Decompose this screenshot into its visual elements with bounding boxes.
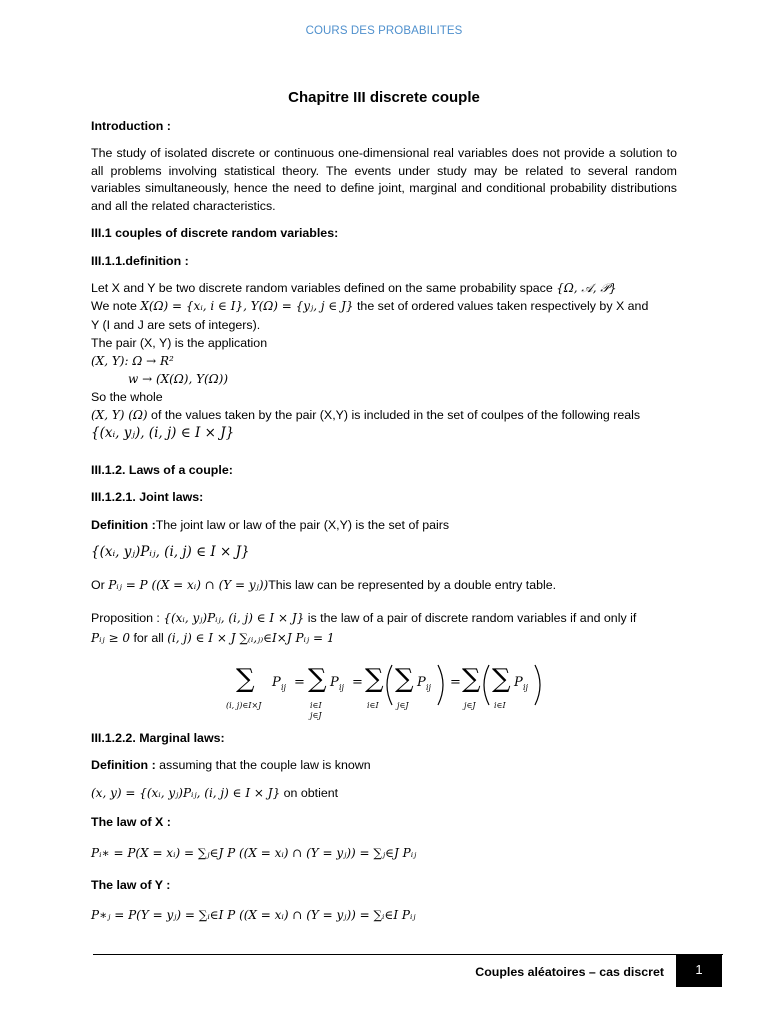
p-symbol: P bbox=[514, 675, 523, 690]
couple-law-math: (x, y) = {(xᵢ, yⱼ)Pᵢⱼ, (i, j) ∈ I × J} bbox=[91, 786, 281, 800]
definition-line-2 bbox=[91, 298, 691, 316]
left-paren bbox=[484, 665, 489, 705]
sum-subscript: (i, j)∈I×J bbox=[226, 701, 262, 710]
p-subscript: ij bbox=[523, 683, 529, 692]
joint-probability-line bbox=[91, 577, 677, 595]
marginal-couple-line bbox=[91, 785, 677, 803]
definition-label: Definition : bbox=[91, 518, 156, 532]
sum-subscript: i∈I bbox=[494, 701, 506, 710]
definition-text: assuming that the couple law is known bbox=[159, 758, 371, 772]
definition-line-4: The pair (X, Y) is the application bbox=[91, 336, 268, 350]
double-entry-text: This law can be represented by a double entry table. bbox=[268, 578, 557, 592]
footer-title: Couples aléatoires – cas discret bbox=[475, 965, 664, 979]
section-heading-iii-1-2-2: III.1.2.2. Marginal laws: bbox=[91, 731, 225, 745]
sum-subscript: j∈J bbox=[310, 711, 322, 720]
left-paren bbox=[387, 665, 392, 705]
section-heading-iii-1-2-1: III.1.2.1. Joint laws: bbox=[91, 490, 204, 504]
section-heading-iii-1: III.1 couples of discrete random variables: bbox=[91, 226, 339, 240]
sum-subscript: i∈I bbox=[367, 701, 379, 710]
sum-symbol: ∑ bbox=[492, 664, 511, 694]
joint-probability-math: Pᵢⱼ = P ((X = xᵢ) ∩ (Y = yⱼ)) bbox=[108, 578, 269, 592]
definition-text: We note bbox=[91, 299, 137, 313]
running-header: COURS DES PROBABILITES bbox=[305, 25, 463, 37]
section-heading-iii-1-1: III.1.1.definition : bbox=[91, 254, 189, 268]
chapter-title: Chapitre III discrete couple bbox=[288, 89, 480, 106]
definition-text: The joint law or law of the pair (X,Y) is the set of pairs bbox=[155, 518, 450, 532]
definition-text: of the values taken by the pair (X,Y) is included in the set of coulpes of the following reals bbox=[151, 408, 641, 422]
application-math: (X, Y): Ω → R² bbox=[91, 354, 174, 368]
definition-line-3: Y (I and J are sets of integers). bbox=[91, 318, 261, 332]
total-sum-math: (i, j) ∈ I × J ∑₍ᵢ,ⱼ₎∈I×J Pᵢⱼ = 1 bbox=[167, 631, 335, 645]
p-subscript: ij bbox=[426, 683, 432, 692]
value-sets-math: X(Ω) = {xᵢ, i ∈ I}, Y(Ω) = {yⱼ, j ∈ J} bbox=[140, 299, 354, 313]
p-symbol: P bbox=[330, 675, 339, 690]
definition-line-8 bbox=[91, 407, 691, 425]
mapping-math: w → (X(Ω), Y(Ω)) bbox=[128, 372, 229, 386]
definition-line-1 bbox=[91, 280, 677, 298]
law-of-x-heading: The law of X : bbox=[91, 815, 171, 829]
p-symbol: P bbox=[272, 675, 281, 690]
sum-symbol: ∑ bbox=[308, 664, 327, 694]
section-heading-iii-1-2: III.1.2. Laws of a couple: bbox=[91, 463, 233, 477]
sum-symbol: ∑ bbox=[365, 664, 384, 694]
proposition-text: is the law of a pair of discrete random variables if and only if bbox=[307, 611, 637, 625]
proposition-text: for all bbox=[133, 631, 164, 645]
definition-label: Definition : bbox=[91, 758, 156, 772]
probability-space-math: {Ω, 𝒜, 𝒫} bbox=[556, 281, 617, 295]
equals-sign: = bbox=[294, 675, 305, 690]
sum-equality-equation bbox=[226, 659, 556, 721]
law-of-x-math: Pᵢ∗ = P(X = xᵢ) = ∑ⱼ∈J P ((X = xᵢ) ∩ (Y = yⱼ)) = ∑ⱼ∈J Pᵢⱼ bbox=[91, 846, 417, 860]
proposition-line-1 bbox=[91, 610, 681, 628]
sum-symbol: ∑ bbox=[462, 664, 481, 694]
law-of-y-math: P∗ⱼ = P(Y = yⱼ) = ∑ᵢ∈I P ((X = xᵢ) ∩ (Y = yⱼ)) = ∑ᵢ∈I Pᵢⱼ bbox=[91, 908, 416, 922]
proposition-label: Proposition : bbox=[91, 611, 160, 625]
sum-symbol: ∑ bbox=[236, 664, 255, 694]
sum-subscript: j∈J bbox=[464, 701, 476, 710]
right-paren bbox=[438, 665, 443, 705]
law-of-y-heading: The law of Y : bbox=[91, 878, 171, 892]
joint-definition bbox=[91, 517, 677, 535]
marginal-definition bbox=[91, 757, 677, 775]
pairs-set-math: {(xᵢ, yⱼ), (i, j) ∈ I × J} bbox=[91, 425, 235, 441]
pair-image-math: (X, Y) (Ω) bbox=[91, 408, 148, 422]
sum-subscript: i∈I bbox=[310, 701, 322, 710]
on-obtient-text: on obtient bbox=[283, 786, 339, 800]
page-number: 1 bbox=[676, 955, 722, 987]
intro-paragraph: The study of isolated discrete or continuous one-dimensional real variables does not provide a solution to all problems involving statistical theory. The events under study may be related to several random variables simultaneously, hence the need to define joint, marginal and conditional probability distributions and all the related characteristics. bbox=[91, 146, 677, 213]
sum-symbol: ∑ bbox=[395, 664, 414, 694]
right-paren bbox=[535, 665, 540, 705]
definition-text: the set of ordered values taken respectively by X and bbox=[356, 299, 649, 313]
p-subscript: ij bbox=[339, 683, 345, 692]
sum-subscript: j∈J bbox=[397, 701, 409, 710]
equals-sign: = bbox=[352, 675, 363, 690]
definition-line-7: So the whole bbox=[91, 390, 163, 404]
proposition-line-2 bbox=[91, 630, 677, 648]
proposition-set-math: {(xᵢ, yⱼ)Pᵢⱼ, (i, j) ∈ I × J} bbox=[163, 611, 305, 625]
definition-text: Let X and Y be two discrete random variables defined on the same probability space bbox=[91, 281, 553, 295]
equals-sign: = bbox=[450, 675, 461, 690]
footer-rule bbox=[93, 954, 723, 955]
or-label: Or bbox=[91, 578, 105, 592]
p-subscript: ij bbox=[281, 683, 287, 692]
nonnegativity-math: Pᵢⱼ ≥ 0 bbox=[91, 631, 130, 645]
p-symbol: P bbox=[417, 675, 426, 690]
joint-law-set-math: {(xᵢ, yⱼ)Pᵢⱼ, (i, j) ∈ I × J} bbox=[91, 544, 250, 560]
intro-heading: Introduction : bbox=[91, 119, 171, 133]
